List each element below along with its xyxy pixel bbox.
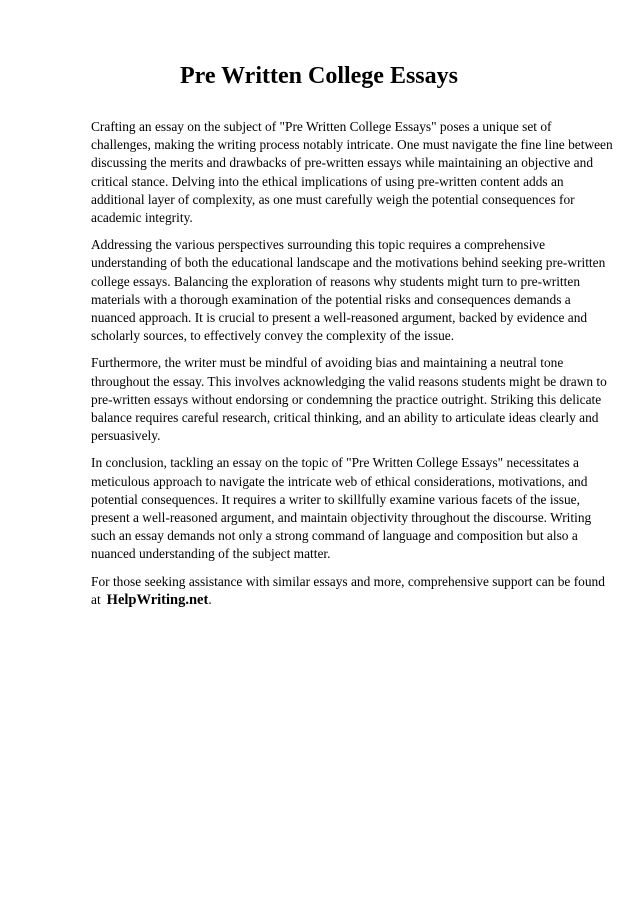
page-title: Pre Written College Essays <box>180 63 458 89</box>
text-line: pre-written essays without endorsing or condemning the practice outright. Striking this delicate <box>91 391 602 407</box>
closing-link-line <box>91 591 591 609</box>
text-line: throughout the essay. This involves acknowledging the valid reasons students might be drawn to <box>91 373 607 389</box>
document-body <box>91 118 613 618</box>
paragraph-perspectives <box>91 236 606 345</box>
closing-suffix: . <box>208 591 212 607</box>
text-line: materials with a thorough examination of the potential risks and consequences demands a <box>91 291 571 307</box>
paragraph-bias <box>91 354 607 445</box>
text-line: nuanced approach. It is crucial to present a well-reasoned argument, backed by evidence and <box>91 310 588 326</box>
text-line: additional layer of complexity, as one must carefully weigh the potential consequences for <box>91 191 575 207</box>
text-line: Addressing the various perspectives surrounding this topic requires a comprehensive <box>91 237 546 253</box>
paragraph-closing <box>91 573 605 609</box>
helpwriting-link[interactable]: HelpWriting.net <box>106 591 209 608</box>
text-line: In conclusion, tackling an essay on the topic of "Pre Written College Essays" necessitates a <box>91 455 579 471</box>
text-line: discussing the merits and drawbacks of pre-written essays while maintaining an objective and <box>91 155 594 171</box>
text-line: meticulous approach to navigate the intricate web of ethical considerations, motivations, and <box>91 473 588 489</box>
text-line: persuasively. <box>91 428 161 444</box>
text-line: challenges, making the writing process notably intricate. One must navigate the fine line between <box>91 137 613 153</box>
text-line: Crafting an essay on the subject of "Pre Written College Essays" poses a unique set of <box>91 119 552 134</box>
text-line: critical stance. Delving into the ethical implications of using pre-written content adds an <box>91 173 564 189</box>
paragraph-conclusion <box>91 454 591 563</box>
text-line: nuanced understanding of the subject matter. <box>91 546 331 562</box>
closing-prefix: at <box>91 591 101 607</box>
text-line: college essays. Balancing the exploration of reasons why students might turn to pre-written <box>91 273 581 289</box>
text-line: academic integrity. <box>91 210 193 226</box>
text-line: Furthermore, the writer must be mindful of avoiding bias and maintaining a neutral tone <box>91 355 564 371</box>
text-line: potential consequences. It requires a writer to skillfully examine various facets of the issue, <box>91 491 580 507</box>
text-line: understanding of both the educational landscape and the motivations behind seeking pre-written <box>91 255 606 271</box>
text-line: present a well-reasoned argument, and maintain objectivity throughout the discourse. Writing <box>91 510 592 526</box>
text-line: For those seeking assistance with similar essays and more, comprehensive support can be found <box>91 573 605 589</box>
text-line: scholarly sources, to effectively convey the complexity of the issue. <box>91 328 455 344</box>
text-line: such an essay demands not only a strong command of language and composition but also a <box>91 528 578 544</box>
text-line: balance requires careful research, critical thinking, and an ability to articulate ideas clearly and <box>91 410 599 426</box>
paragraph-intro <box>91 118 613 227</box>
